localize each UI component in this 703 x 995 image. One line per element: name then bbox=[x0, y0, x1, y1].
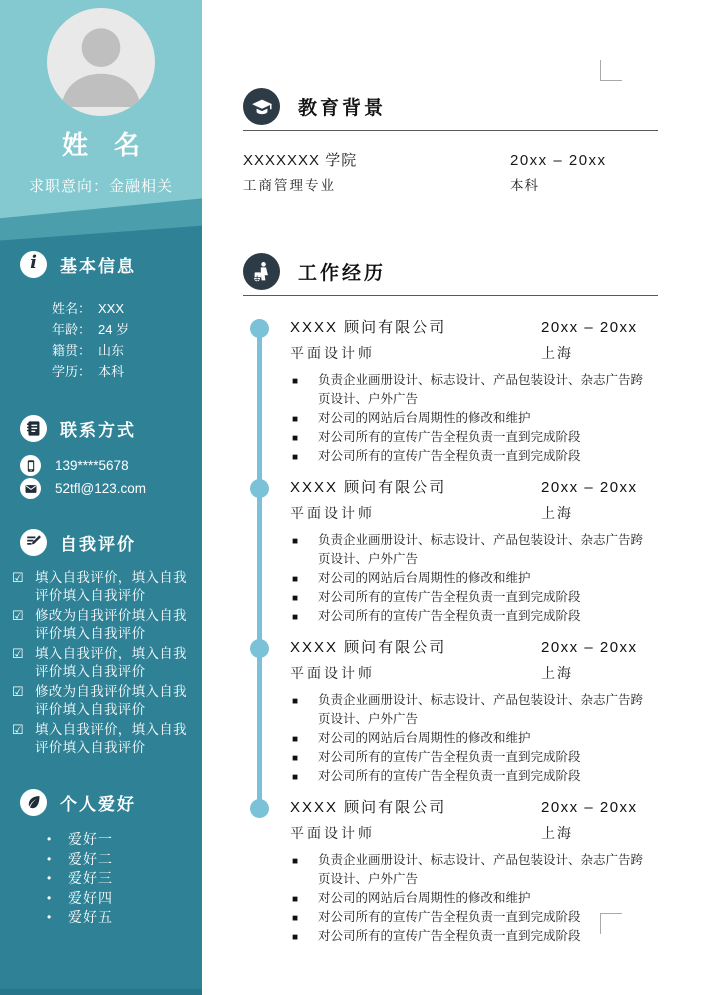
square-bullet-icon: ■ bbox=[292, 452, 299, 463]
company-name: XXXX 顾问有限公司 bbox=[290, 319, 447, 336]
list-item: • 爱好五 bbox=[47, 908, 202, 928]
edit-pen-icon bbox=[20, 529, 47, 556]
bullet-icon: • bbox=[47, 890, 53, 905]
job-bullet: ■ 对公司的网站后台周期性的修改和维护 bbox=[292, 729, 658, 748]
timeline-dot-icon bbox=[250, 799, 269, 818]
section-divider bbox=[243, 130, 658, 131]
square-bullet-icon: ■ bbox=[292, 433, 299, 444]
section-education-header bbox=[243, 88, 658, 125]
sidebar-footer-strip bbox=[0, 989, 202, 995]
page-margin-mark-bottom bbox=[600, 913, 622, 934]
sidebar-profile bbox=[0, 0, 202, 248]
section-hobbies-header bbox=[0, 788, 202, 816]
checkbox-icon: ☑ bbox=[12, 608, 24, 623]
sidebar bbox=[0, 0, 202, 995]
list-item: ☑ 修改为自我评价填入自我评价填入自我评价 bbox=[12, 608, 187, 641]
job-bullet: ■ 对公司所有的宣传广告全程负责一直到完成阶段 bbox=[292, 428, 658, 447]
section-title: 联系方式 bbox=[60, 420, 136, 440]
section-title: 工作经历 bbox=[298, 263, 387, 284]
section-self-evaluation-header bbox=[0, 528, 202, 556]
job-entry bbox=[243, 636, 658, 796]
candidate-name: 姓 名 bbox=[61, 130, 140, 160]
square-bullet-icon: ■ bbox=[292, 772, 299, 783]
section-title: 个人爱好 bbox=[60, 794, 136, 814]
page-margin-mark-top bbox=[600, 60, 622, 81]
job-location: 上海 bbox=[541, 825, 573, 841]
checkbox-icon: ☑ bbox=[12, 722, 24, 737]
square-bullet-icon: ■ bbox=[292, 414, 299, 425]
timeline-dot-icon bbox=[250, 639, 269, 658]
info-row-origin: 籍贯： 山东 bbox=[52, 343, 125, 358]
address-book-icon bbox=[20, 415, 47, 442]
info-row-age: 年龄： 24 岁 bbox=[52, 322, 130, 337]
education-period: 20xx – 20xx bbox=[510, 152, 607, 169]
checkbox-icon: ☑ bbox=[12, 684, 24, 699]
avatar bbox=[47, 8, 155, 116]
company-name: XXXX 顾问有限公司 bbox=[290, 639, 447, 656]
section-basic-info-header bbox=[0, 250, 202, 278]
job-period: 20xx – 20xx bbox=[541, 319, 638, 336]
job-bullet: ■ 负责企业画册设计、标志设计、产品包装设计、杂志广告跨页设计、户外广告 bbox=[292, 531, 658, 569]
square-bullet-icon: ■ bbox=[292, 536, 299, 547]
basic-info-rows bbox=[52, 298, 202, 382]
job-intention: 求职意向：金融相关 bbox=[28, 178, 173, 195]
bullet-icon: • bbox=[47, 871, 53, 885]
checkbox-icon: ☑ bbox=[12, 570, 24, 585]
list-item: ☑ 填入自我评价，填入自我评价填入自我评价 bbox=[12, 722, 187, 755]
square-bullet-icon: ■ bbox=[292, 753, 299, 764]
job-location: 上海 bbox=[541, 665, 573, 681]
briefcase-person-icon bbox=[243, 253, 280, 290]
job-period: 20xx – 20xx bbox=[541, 799, 638, 816]
list-item: ☑ 填入自我评价，填入自我评价填入自我评价 bbox=[12, 646, 187, 679]
company-name: XXXX 顾问有限公司 bbox=[290, 479, 447, 496]
hobbies-list bbox=[47, 830, 202, 928]
school-name: XXXXXXX 学院 bbox=[243, 152, 358, 169]
job-role: 平面设计师 bbox=[290, 505, 375, 521]
square-bullet-icon: ■ bbox=[292, 932, 299, 943]
list-item: ☑ 修改为自我评价填入自我评价填入自我评价 bbox=[12, 684, 187, 717]
contact-row-phone bbox=[20, 454, 202, 477]
job-bullets bbox=[290, 691, 658, 786]
phone-icon bbox=[20, 455, 41, 476]
square-bullet-icon: ■ bbox=[292, 574, 299, 585]
job-period: 20xx – 20xx bbox=[541, 479, 638, 496]
self-evaluation-list bbox=[0, 569, 202, 757]
contact-rows bbox=[20, 454, 202, 500]
job-bullet: ■ 对公司的网站后台周期性的修改和维护 bbox=[292, 889, 658, 908]
section-title: 教育背景 bbox=[298, 98, 387, 119]
job-bullet: ■ 对公司所有的宣传广告全程负责一直到完成阶段 bbox=[292, 748, 658, 767]
square-bullet-icon: ■ bbox=[292, 612, 299, 623]
job-period: 20xx – 20xx bbox=[541, 639, 638, 656]
info-icon: i bbox=[20, 251, 47, 278]
phone-number: 139****5678 bbox=[55, 458, 129, 473]
list-item: • 爱好三 bbox=[47, 869, 202, 889]
section-divider bbox=[243, 295, 658, 296]
job-entry bbox=[243, 796, 658, 956]
timeline-dot-icon bbox=[250, 479, 269, 498]
job-bullet: ■ 对公司所有的宣传广告全程负责一直到完成阶段 bbox=[292, 607, 658, 626]
section-contact-header bbox=[0, 414, 202, 442]
job-bullet: ■ 负责企业画册设计、标志设计、产品包装设计、杂志广告跨页设计、户外广告 bbox=[292, 691, 658, 729]
square-bullet-icon: ■ bbox=[292, 593, 299, 604]
square-bullet-icon: ■ bbox=[292, 376, 299, 387]
job-role: 平面设计师 bbox=[290, 665, 375, 681]
job-entry bbox=[243, 476, 658, 636]
main-content bbox=[243, 88, 658, 956]
degree: 本科 bbox=[510, 178, 539, 193]
square-bullet-icon: ■ bbox=[292, 913, 299, 924]
job-bullets bbox=[290, 371, 658, 466]
job-bullets bbox=[290, 531, 658, 626]
person-icon bbox=[47, 8, 155, 116]
job-bullet: ■ 对公司所有的宣传广告全程负责一直到完成阶段 bbox=[292, 767, 658, 786]
job-location: 上海 bbox=[541, 345, 573, 361]
company-name: XXXX 顾问有限公司 bbox=[290, 799, 447, 816]
contact-row-email bbox=[20, 477, 202, 500]
list-item: ☑ 填入自我评价，填入自我评价填入自我评价 bbox=[12, 570, 187, 603]
square-bullet-icon: ■ bbox=[292, 696, 299, 707]
job-bullet: ■ 负责企业画册设计、标志设计、产品包装设计、杂志广告跨页设计、户外广告 bbox=[292, 371, 658, 409]
job-bullet: ■ 负责企业画册设计、标志设计、产品包装设计、杂志广告跨页设计、户外广告 bbox=[292, 851, 658, 889]
timeline-dot-icon bbox=[250, 319, 269, 338]
job-bullet: ■ 对公司所有的宣传广告全程负责一直到完成阶段 bbox=[292, 588, 658, 607]
major: 工商管理专业 bbox=[243, 178, 336, 193]
list-item: • 爱好一 bbox=[47, 830, 202, 850]
list-item: • 爱好二 bbox=[47, 850, 202, 870]
square-bullet-icon: ■ bbox=[292, 894, 299, 905]
job-role: 平面设计师 bbox=[290, 825, 375, 841]
job-bullet: ■ 对公司的网站后台周期性的修改和维护 bbox=[292, 569, 658, 588]
job-bullet: ■ 对公司所有的宣传广告全程负责一直到完成阶段 bbox=[292, 447, 658, 466]
timeline-line bbox=[257, 328, 262, 488]
job-bullet: ■ 对公司所有的宣传广告全程负责一直到完成阶段 bbox=[292, 927, 658, 946]
list-item: • 爱好四 bbox=[47, 889, 202, 909]
section-title: 基本信息 bbox=[60, 256, 136, 276]
timeline-line bbox=[257, 488, 262, 648]
education-entry bbox=[243, 149, 658, 197]
job-bullet: ■ 对公司的网站后台周期性的修改和维护 bbox=[292, 409, 658, 428]
info-row-education: 学历： 本科 bbox=[52, 364, 125, 379]
job-role: 平面设计师 bbox=[290, 345, 375, 361]
square-bullet-icon: ■ bbox=[292, 734, 299, 745]
job-location: 上海 bbox=[541, 505, 573, 521]
bullet-icon: • bbox=[47, 910, 53, 924]
square-bullet-icon: ■ bbox=[292, 856, 299, 867]
graduation-cap-icon bbox=[243, 88, 280, 125]
section-title: 自我评价 bbox=[60, 534, 136, 554]
info-row-name: 姓名： XXX bbox=[52, 301, 125, 316]
job-entry bbox=[243, 316, 658, 476]
timeline-line bbox=[257, 648, 262, 808]
bullet-icon: • bbox=[47, 832, 53, 846]
leaf-icon bbox=[20, 789, 47, 816]
email-address: 52tfl@123.com bbox=[55, 481, 146, 496]
section-work-header bbox=[243, 253, 658, 290]
job-bullet: ■ 对公司所有的宣传广告全程负责一直到完成阶段 bbox=[292, 908, 658, 927]
sidebar-sections bbox=[0, 248, 202, 928]
mail-icon bbox=[20, 478, 41, 499]
checkbox-icon: ☑ bbox=[12, 646, 24, 661]
work-timeline bbox=[243, 316, 658, 956]
bullet-icon: • bbox=[47, 851, 53, 866]
